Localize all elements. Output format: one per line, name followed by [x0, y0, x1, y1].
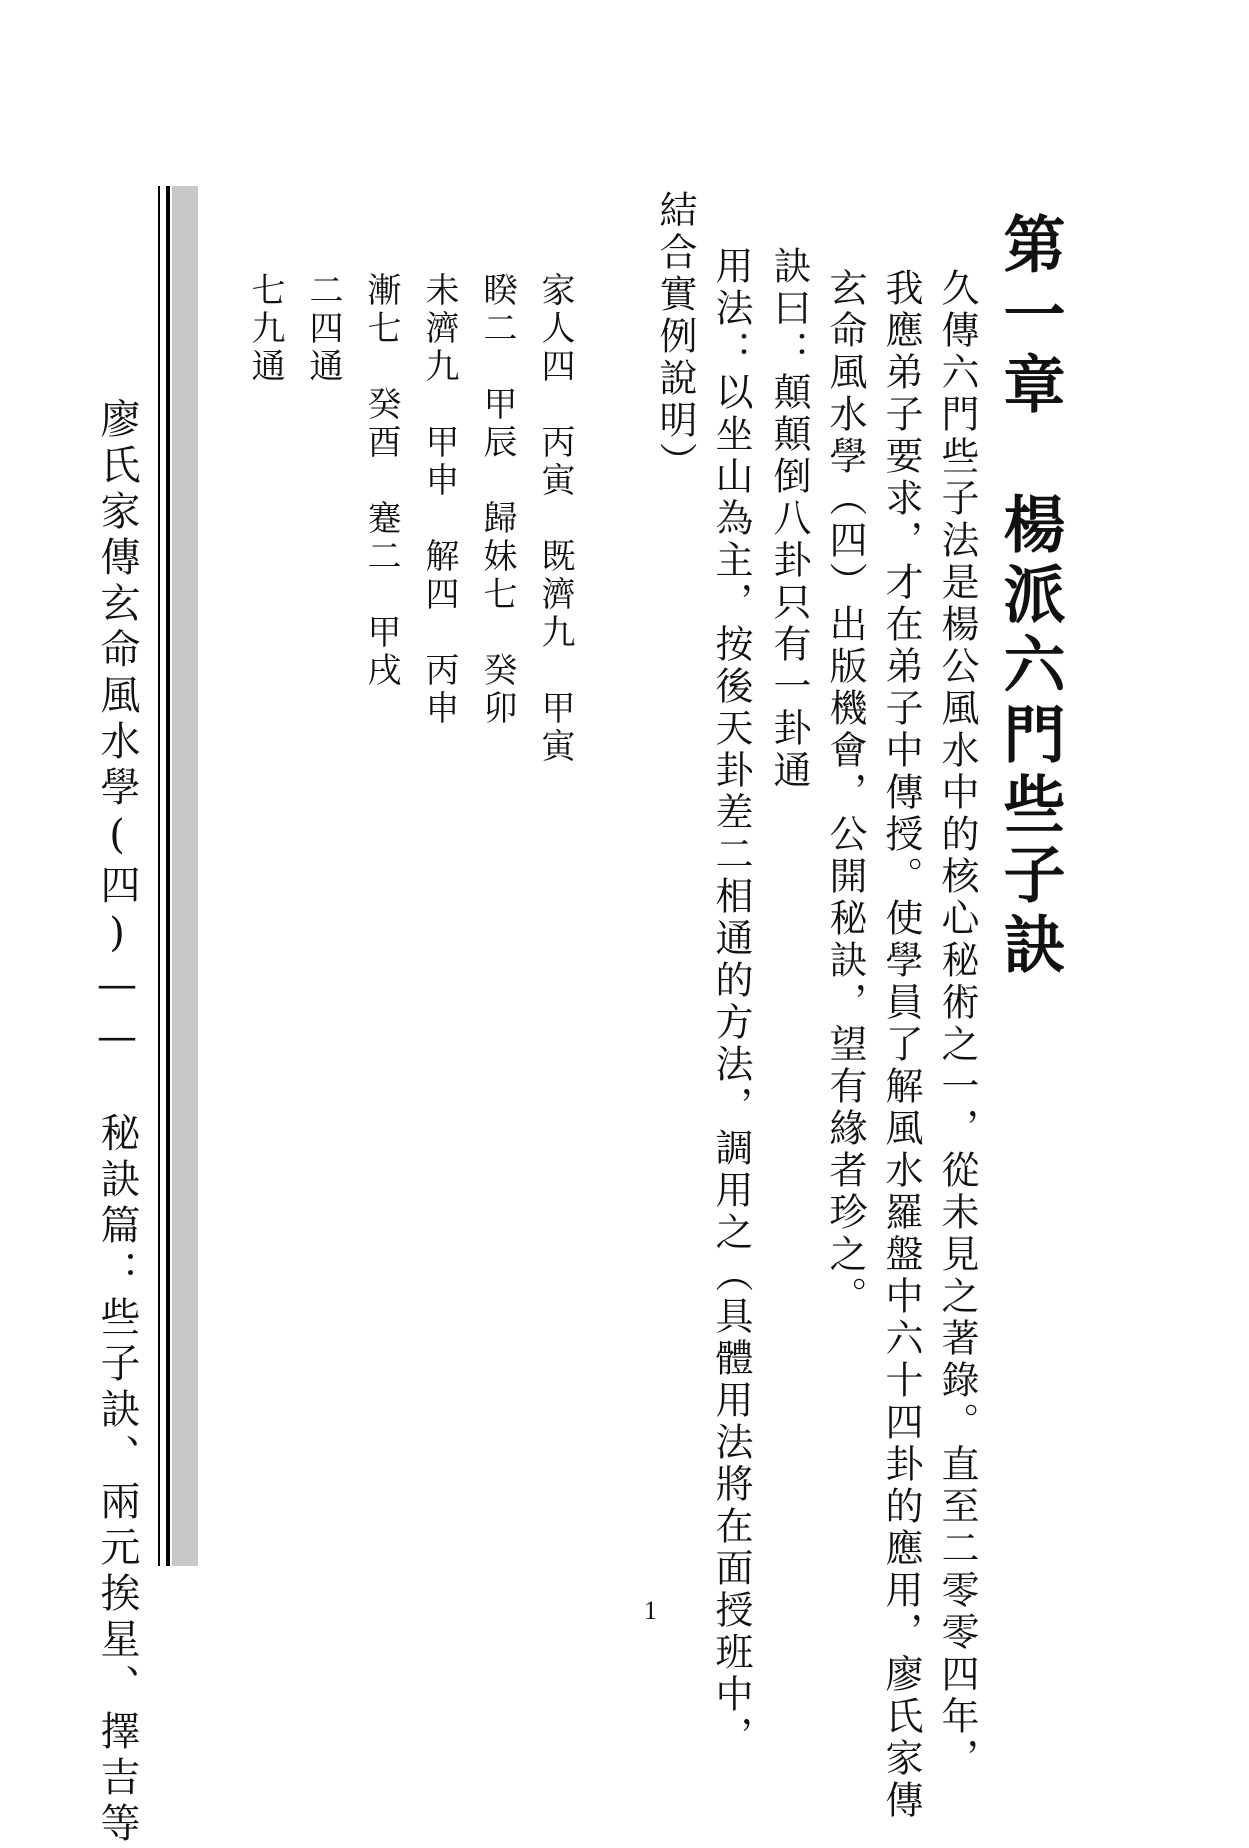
paragraph-line-3: 玄命風水學（四）出版機會，公開秘訣，望有緣者珍之。 [823, 268, 867, 1318]
usage-line: 用法：以坐山為主，按後天卦差二相通的方法，調用之（具體用法將在面授班中， [709, 246, 753, 1758]
paragraph-line-2: 我應弟子要求，才在弟子中傳授。使學員了解風水羅盤中六十四卦的應用，廖氏家傳 [879, 268, 923, 1822]
list-row-6: 七九通 [245, 272, 285, 386]
margin-shade-bar [172, 186, 198, 1566]
list-row-4: 漸七 癸酉 蹇二 甲戌 [361, 272, 401, 690]
formula-line: 訣曰：顛顛倒八卦只有一卦通 [767, 246, 811, 792]
margin-rule-thin [158, 186, 160, 1566]
list-row-1: 家人四 丙寅 既濟九 甲寅 [535, 272, 575, 766]
list-row-2: 睽二 甲辰 歸妹七 癸卯 [477, 272, 517, 728]
chapter-title: 第一章 楊派六門些子訣 [993, 212, 1066, 982]
page-number: 1 [644, 1596, 657, 1625]
margin-rule-thick [166, 186, 170, 1566]
usage-line-continued: 結合實例說明） [653, 190, 697, 484]
list-row-5: 二四通 [303, 272, 343, 386]
running-head: 廖氏家傳玄命風水學(四)—— 秘訣篇：些子訣、兩元挨星、擇吉等 [94, 398, 140, 1848]
list-row-3: 未濟九 甲申 解四 丙申 [419, 272, 459, 728]
paragraph-line-1: 久傳六門些子法是楊公風水中的核心秘術之一，從未見之著錄。直至二零零四年， [935, 268, 979, 1780]
